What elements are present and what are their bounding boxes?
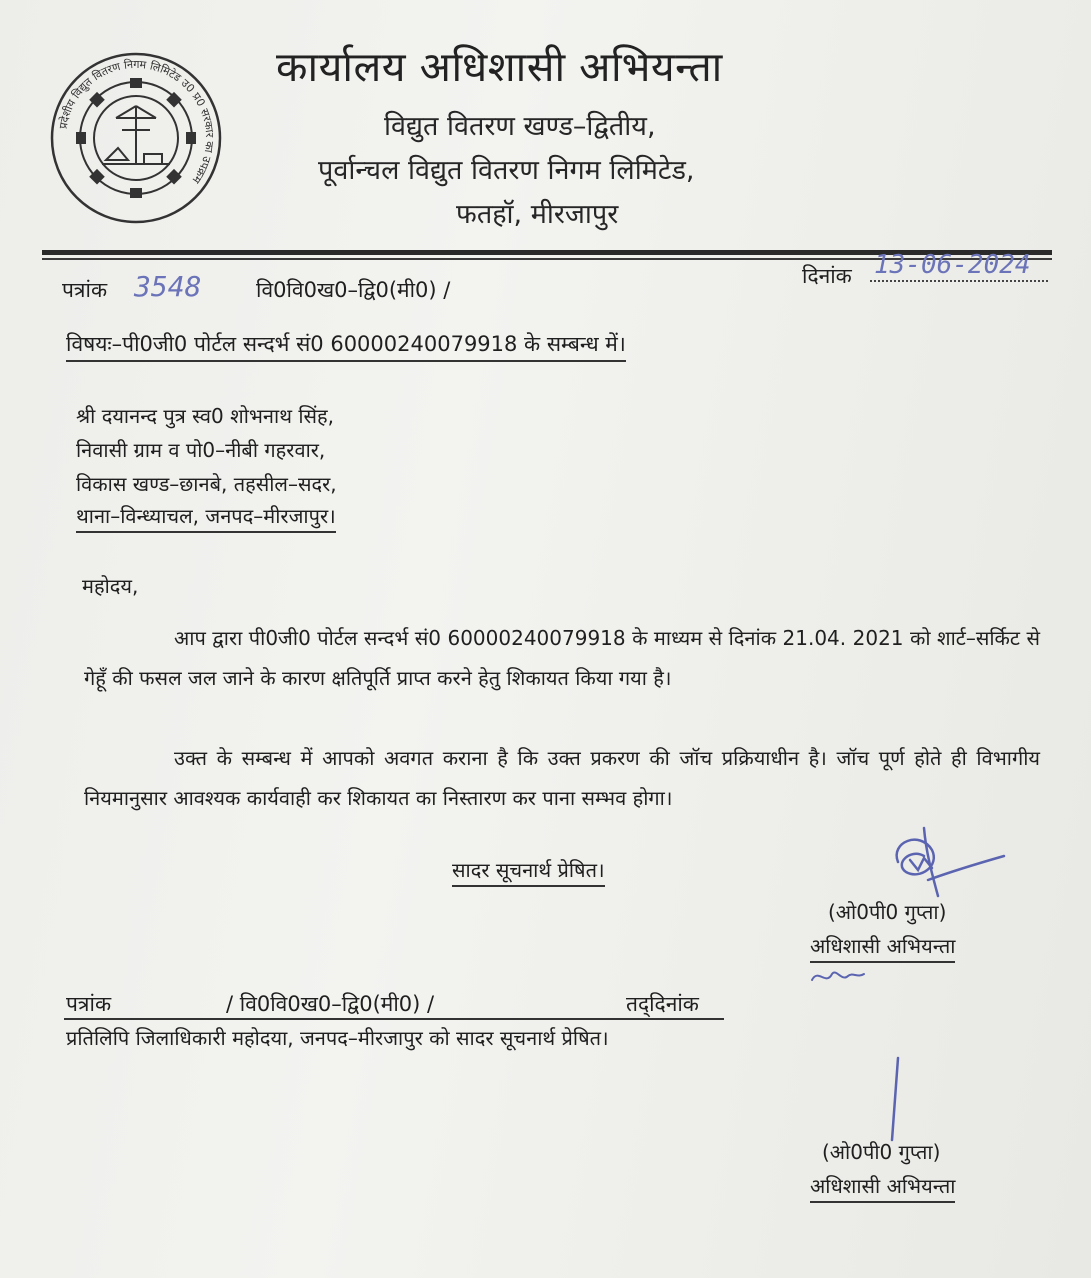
- copy-ref-code: / वि0वि0ख0–द्वि0(मी0) /: [226, 992, 435, 1016]
- closing-line: सादर सूचनार्थ प्रेषित।: [452, 856, 605, 887]
- signatory-title-copy: अधिशासी अभियन्ता: [810, 1172, 955, 1203]
- copy-ref-label: पत्रांक: [66, 992, 112, 1016]
- signatory-name: (ओ0पी0 गुप्ता): [828, 900, 947, 924]
- signature-stroke-icon: [886, 1054, 906, 1144]
- date-handwritten: 13-06-2024: [870, 250, 1048, 282]
- office-location: फतहॉ, मीरजापुर: [456, 199, 619, 230]
- addressee-line: निवासी ग्राम व पो0–नीबी गहरवार,: [76, 438, 326, 462]
- body-paragraph-2: उक्त के सम्बन्ध में आपको अवगत कराना है कि उक्त प्रकरण की जॉच प्रक्रियाधीन है। जॉच पूर्ण होते ही विभागीय नियमानुसार आवश्यक कार्यवाही कर शिकायत का निस्तारण कर पाना सम्भव होगा।: [84, 746, 1040, 810]
- ref-label: पत्रांक: [62, 278, 108, 302]
- copy-text: प्रतिलिपि जिलाधिकारी महोदया, जनपद–मीरजापुर को सादर सूचनार्थ प्रेषित।: [66, 1026, 609, 1050]
- svg-text:प्रदेशीय विद्युत वितरण निगम लि: प्रदेशीय विद्युत वितरण निगम लिमिटेड उ0 प्र0 सरकार का उपक्रम: [56, 57, 217, 186]
- ref-number-handwritten: 3548: [134, 270, 202, 303]
- corporation-name: पूर्वान्चल विद्युत वितरण निगम लिमिटेड,: [318, 155, 695, 186]
- copy-ref-underline: [64, 1018, 724, 1020]
- corporation-seal-icon: [42, 52, 230, 224]
- addressee-line: थाना–विन्ध्याचल, जनपद–मीरजापुर।: [76, 502, 336, 533]
- salutation: महोदय,: [82, 574, 139, 598]
- ref-code: वि0वि0ख0–द्वि0(मी0) /: [256, 278, 451, 302]
- signatory-name-copy: (ओ0पी0 गुप्ता): [822, 1140, 941, 1164]
- signatory-title: अधिशासी अभियन्ता: [810, 932, 955, 963]
- addressee-line: विकास खण्ड–छानबे, तहसील–सदर,: [76, 472, 337, 496]
- addressee-line: श्री दयानन्द पुत्र स्व0 शोभनाथ सिंह,: [76, 404, 335, 428]
- body-paragraph-1: आप द्वारा पी0जी0 पोर्टल सन्दर्भ सं0 60000240079918 के माध्यम से दिनांक 21.04. 2021 को शार्ट–सर्किट से गेहूँ की फसल जल जाने के कारण क्षतिपूर्ति प्राप्त करने हेतु शिकायत किया गया है।: [84, 626, 1040, 690]
- copy-date-label: तद्‌दिनांक: [626, 992, 699, 1016]
- signature-scribble-icon: [880, 822, 1010, 902]
- subject-line: विषयः–पी0जी0 पोर्टल सन्दर्भ सं0 60000240079918 के सम्बन्ध में।: [66, 330, 626, 362]
- division-name: विद्युत वितरण खण्ड–द्वितीय,: [384, 111, 656, 142]
- date-label: दिनांक: [802, 264, 852, 288]
- office-title: कार्यालय अधिशासी अभियन्ता: [276, 43, 723, 91]
- initials-scribble-icon: [808, 964, 868, 990]
